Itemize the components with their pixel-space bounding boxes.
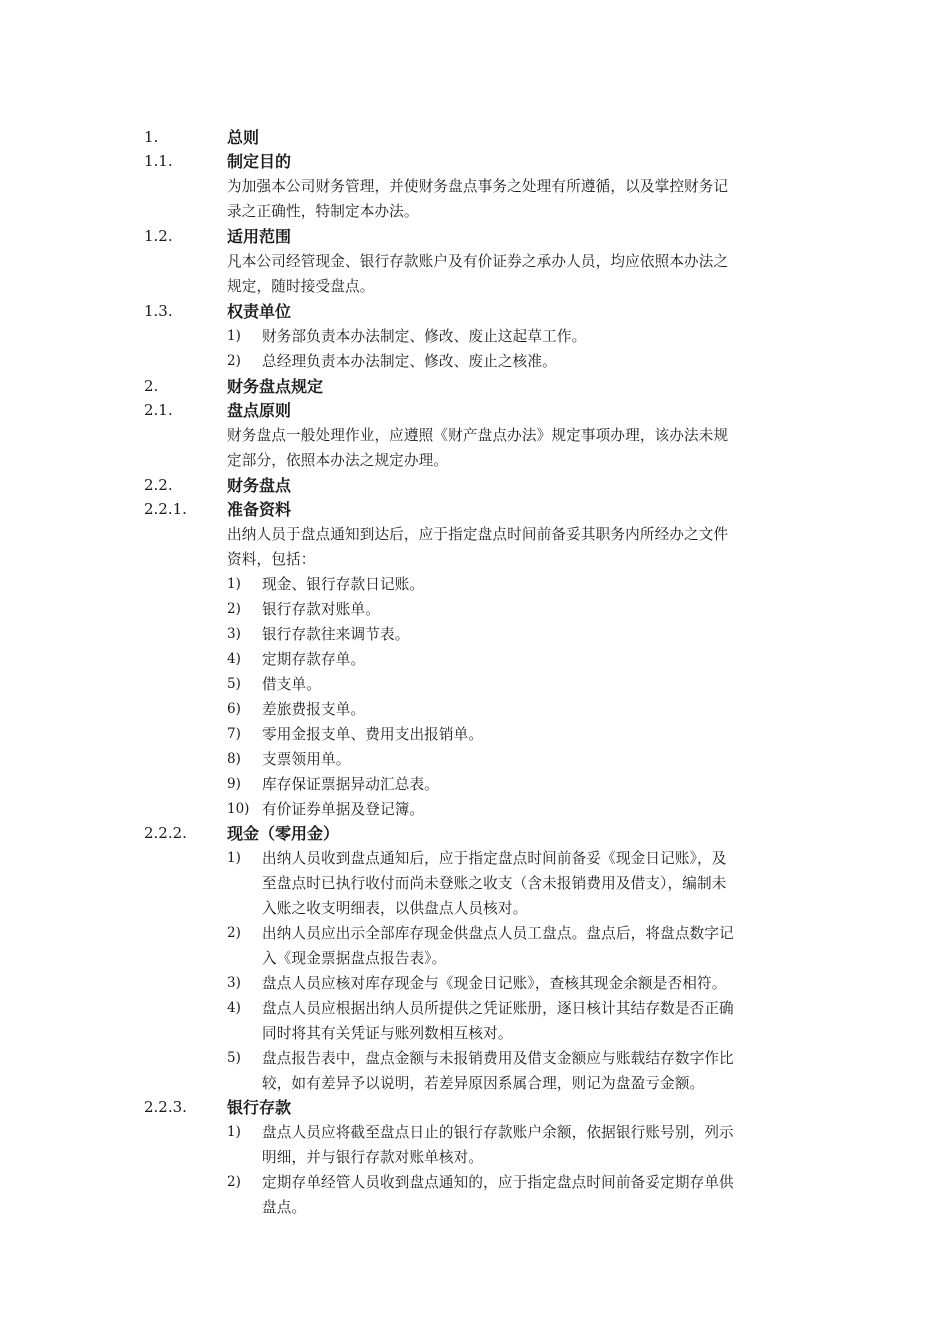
list-item-number: 2) (227, 353, 241, 369)
list-item-text: 盘点。 (262, 1199, 307, 1216)
section-title: 准备资料 (227, 500, 292, 519)
list-item-text: 出纳人员收到盘点通知后，应于指定盘点时间前备妥《现金日记账》，及 (262, 850, 727, 867)
section-title: 权责单位 (227, 302, 292, 321)
list-item-text: 入账之收支明细表，以供盘点人员核对。 (262, 900, 528, 917)
list-item-text: 明细，并与银行存款对账单核对。 (262, 1149, 484, 1166)
list-item-number: 4) (227, 651, 241, 667)
list-item-text: 定期存单经管人员收到盘点通知的，应于指定盘点时间前备妥定期存单供 (262, 1174, 734, 1191)
list-item-text: 盘点人员应将截至盘点日止的银行存款账户余额，依据银行账号别，列示 (262, 1124, 734, 1141)
list-item-number: 1) (227, 1124, 241, 1140)
list-item-number: 10) (227, 801, 250, 817)
list-item-text: 定期存款存单。 (262, 651, 366, 668)
list-item-text: 支票领用单。 (262, 751, 351, 768)
list-item-text: 现金、银行存款日记账。 (262, 576, 425, 593)
paragraph-line: 出纳人员于盘点通知到达后，应于指定盘点时间前备妥其职务内所经办之文件 (227, 526, 729, 543)
section-title: 盘点原则 (227, 401, 292, 420)
paragraph-line: 录之正确性，特制定本办法。 (227, 203, 419, 220)
list-item-number: 7) (227, 726, 241, 742)
section-number: 2.2. (144, 476, 173, 494)
list-item-number: 5) (227, 1050, 241, 1066)
section-title: 现金（零用金） (227, 824, 340, 843)
list-item-text: 银行存款往来调节表。 (262, 626, 410, 643)
section-title: 银行存款 (227, 1098, 292, 1117)
list-item-text: 出纳人员应出示全部库存现金供盘点人员工盘点。盘点后，将盘点数字记 (262, 925, 734, 942)
list-item-text: 总经理负责本办法制定、修改、废止之核准。 (262, 353, 557, 370)
list-item-number: 3) (227, 975, 241, 991)
section-number: 2.1. (144, 401, 173, 419)
section-title: 适用范围 (227, 227, 292, 246)
list-item-text: 至盘点时已执行收付而尚未登账之收支（含未报销费用及借支），编制未 (262, 875, 727, 892)
list-item-text: 库存保证票据异动汇总表。 (262, 776, 439, 793)
paragraph-line: 定部分，依照本办法之规定办理。 (227, 452, 449, 469)
list-item-text: 银行存款对账单。 (262, 601, 380, 618)
section-number: 2.2.1. (144, 500, 187, 518)
list-item-text: 盘点报告表中，盘点金额与未报销费用及借支金额应与账载结存数字作比 (262, 1050, 734, 1067)
section-title: 制定目的 (227, 152, 292, 171)
paragraph-line: 规定，随时接受盘点。 (227, 278, 375, 295)
list-item-number: 3) (227, 626, 241, 642)
section-title: 财务盘点 (227, 476, 292, 495)
paragraph-line: 财务盘点一般处理作业，应遵照《财产盘点办法》规定事项办理，该办法未规 (227, 427, 729, 444)
list-item-number: 1) (227, 576, 241, 592)
list-item-text: 盘点人员应根据出纳人员所提供之凭证账册，逐日核计其结存数是否正确 (262, 1000, 734, 1017)
section-number: 2.2.2. (144, 824, 187, 842)
list-item-number: 1) (227, 850, 241, 866)
list-item-number: 9) (227, 776, 241, 792)
list-item-number: 1) (227, 328, 241, 344)
section-number: 2.2.3. (144, 1098, 187, 1116)
list-item-text: 盘点人员应核对库存现金与《现金日记账》，查核其现金余额是否相符。 (262, 975, 727, 992)
list-item-number: 4) (227, 1000, 241, 1016)
paragraph-line: 凡本公司经管现金、银行存款账户及有价证券之承办人员，均应依照本办法之 (227, 253, 729, 270)
list-item-number: 6) (227, 701, 241, 717)
section-number: 1.2. (144, 227, 173, 245)
list-item-number: 8) (227, 751, 241, 767)
list-item-number: 5) (227, 676, 241, 692)
section-number: 2. (144, 377, 159, 395)
paragraph-line: 资料，包括： (227, 551, 316, 568)
list-item-text: 同时将其有关凭证与账列数相互核对。 (262, 1025, 513, 1042)
section-number: 1.1. (144, 152, 173, 170)
list-item-number: 2) (227, 601, 241, 617)
section-title: 总则 (227, 128, 260, 147)
section-number: 1. (144, 128, 159, 146)
section-number: 1.3. (144, 302, 173, 320)
list-item-text: 差旅费报支单。 (262, 701, 366, 718)
list-item-text: 零用金报支单、费用支出报销单。 (262, 726, 484, 743)
section-title: 财务盘点规定 (227, 377, 324, 396)
list-item-text: 借支单。 (262, 676, 321, 693)
list-item-text: 较，如有差异予以说明，若差异原因系属合理，则记为盘盈亏金额。 (262, 1075, 705, 1092)
paragraph-line: 为加强本公司财务管理，并使财务盘点事务之处理有所遵循，以及掌控财务记 (227, 178, 729, 195)
list-item-text: 入《现金票据盘点报告表》。 (262, 950, 447, 967)
list-item-text: 有价证券单据及登记簿。 (262, 801, 425, 818)
list-item-number: 2) (227, 1174, 241, 1190)
list-item-number: 2) (227, 925, 241, 941)
list-item-text: 财务部负责本办法制定、修改、废止这起草工作。 (262, 328, 587, 345)
